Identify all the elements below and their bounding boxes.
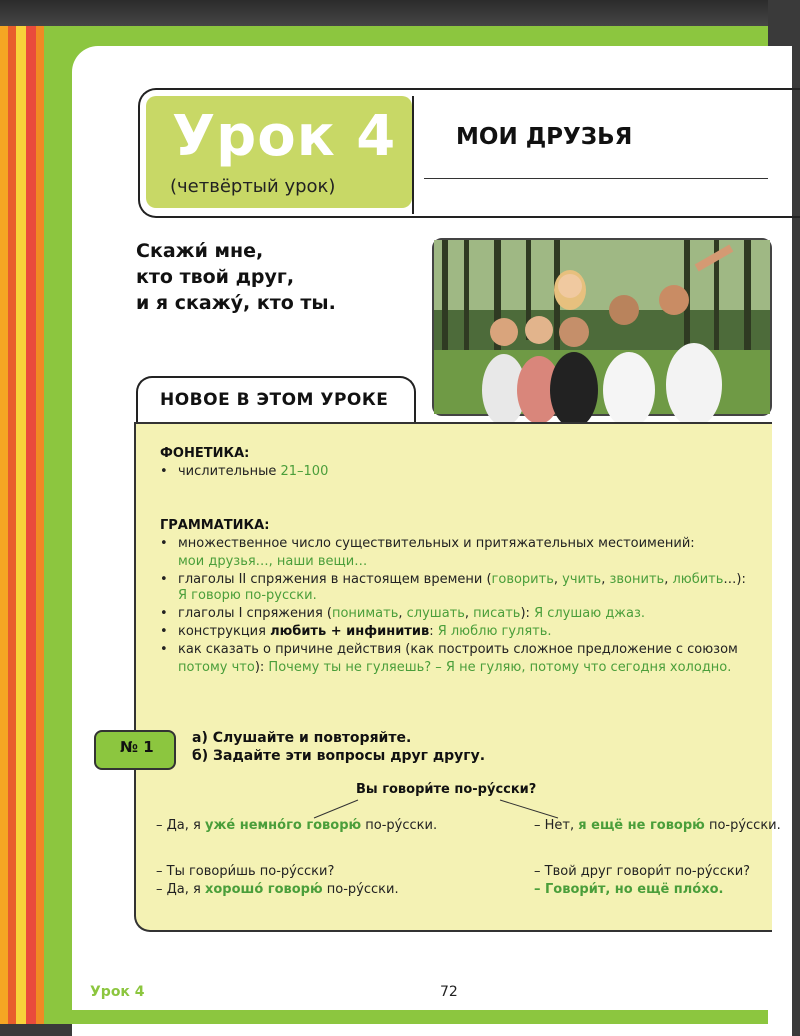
answer-left: – Да, я уже́ немно́го говорю́ по-ру́сски.	[156, 818, 438, 833]
lesson-content-panel	[134, 422, 772, 932]
grammar-item-4: • конструкция любить + инфинитив: Я люблю гулять.	[160, 624, 552, 639]
page-number: 72	[440, 984, 458, 1000]
phonetics-item: • числительные 21–100	[160, 464, 329, 479]
lesson-subtitle: (четвёртый урок)	[170, 176, 336, 197]
new-in-lesson-title: НОВОЕ В ЭТОМ УРОКЕ	[160, 390, 389, 410]
answer-2-right: – Говори́т, но ещё пло́хо.	[534, 882, 724, 897]
grammar-item-3: • глаголы I спряжения (понимать, слушать, писать): Я слушаю джаз.	[160, 606, 646, 621]
dialog-question: Вы говори́те по-ру́сски?	[356, 782, 537, 797]
page-bottom-edge	[72, 1010, 768, 1024]
exercise-number: № 1	[120, 738, 154, 756]
footer-lesson-label: Урок 4	[90, 984, 145, 1000]
proverb	[136, 238, 336, 316]
proverb-line-3: и я скажу́, кто ты.	[136, 292, 336, 314]
proverb-line-1: Скажи́ мне,	[136, 240, 264, 262]
friends-photo	[432, 238, 772, 416]
answer-right: – Нет, я ещё не говорю́ по-ру́сски.	[534, 818, 781, 833]
friends-photo-illustration	[434, 240, 770, 414]
grammar-heading: ГРАММАТИКА:	[160, 518, 270, 533]
grammar-item-1: • множественное число существительных и притяжательных местоимений:	[160, 536, 695, 551]
answer-2-left: – Да, я хорошо́ говорю́ по-ру́сски.	[156, 882, 399, 897]
lesson-title: Урок 4	[172, 104, 397, 169]
exercise-instruction-b: б) Задайте эти вопросы друг другу.	[192, 748, 486, 764]
header-divider	[412, 96, 414, 214]
grammar-item-2: • глаголы II спряжения в настоящем времени (говорить, учить, звонить, любить…):	[160, 572, 746, 587]
question-2-right: – Твой друг говори́т по-ру́сски?	[534, 864, 751, 879]
colored-page-edges	[0, 26, 50, 1024]
grammar-item-2-example: Я говорю по-русски.	[178, 588, 317, 603]
grammar-item-5-example: потому что): Почему ты не гуляешь? – Я не гуляю, потому что сегодня холодно.	[178, 660, 732, 675]
page-title: МОИ ДРУЗЬЯ	[456, 124, 633, 150]
title-underline	[424, 178, 768, 179]
phonetics-heading: ФОНЕТИКА:	[160, 446, 250, 461]
grammar-item-5: • как сказать о причине действия (как построить сложное предложение с союзом	[160, 642, 738, 657]
question-2-left: – Ты говори́шь по-ру́сски?	[156, 864, 335, 879]
exercise-instruction-a: а) Слушайте и повторяйте.	[192, 730, 412, 746]
proverb-line-2: кто твой друг,	[136, 266, 295, 288]
grammar-item-1-example: мои друзья…, наши вещи…	[178, 554, 368, 569]
